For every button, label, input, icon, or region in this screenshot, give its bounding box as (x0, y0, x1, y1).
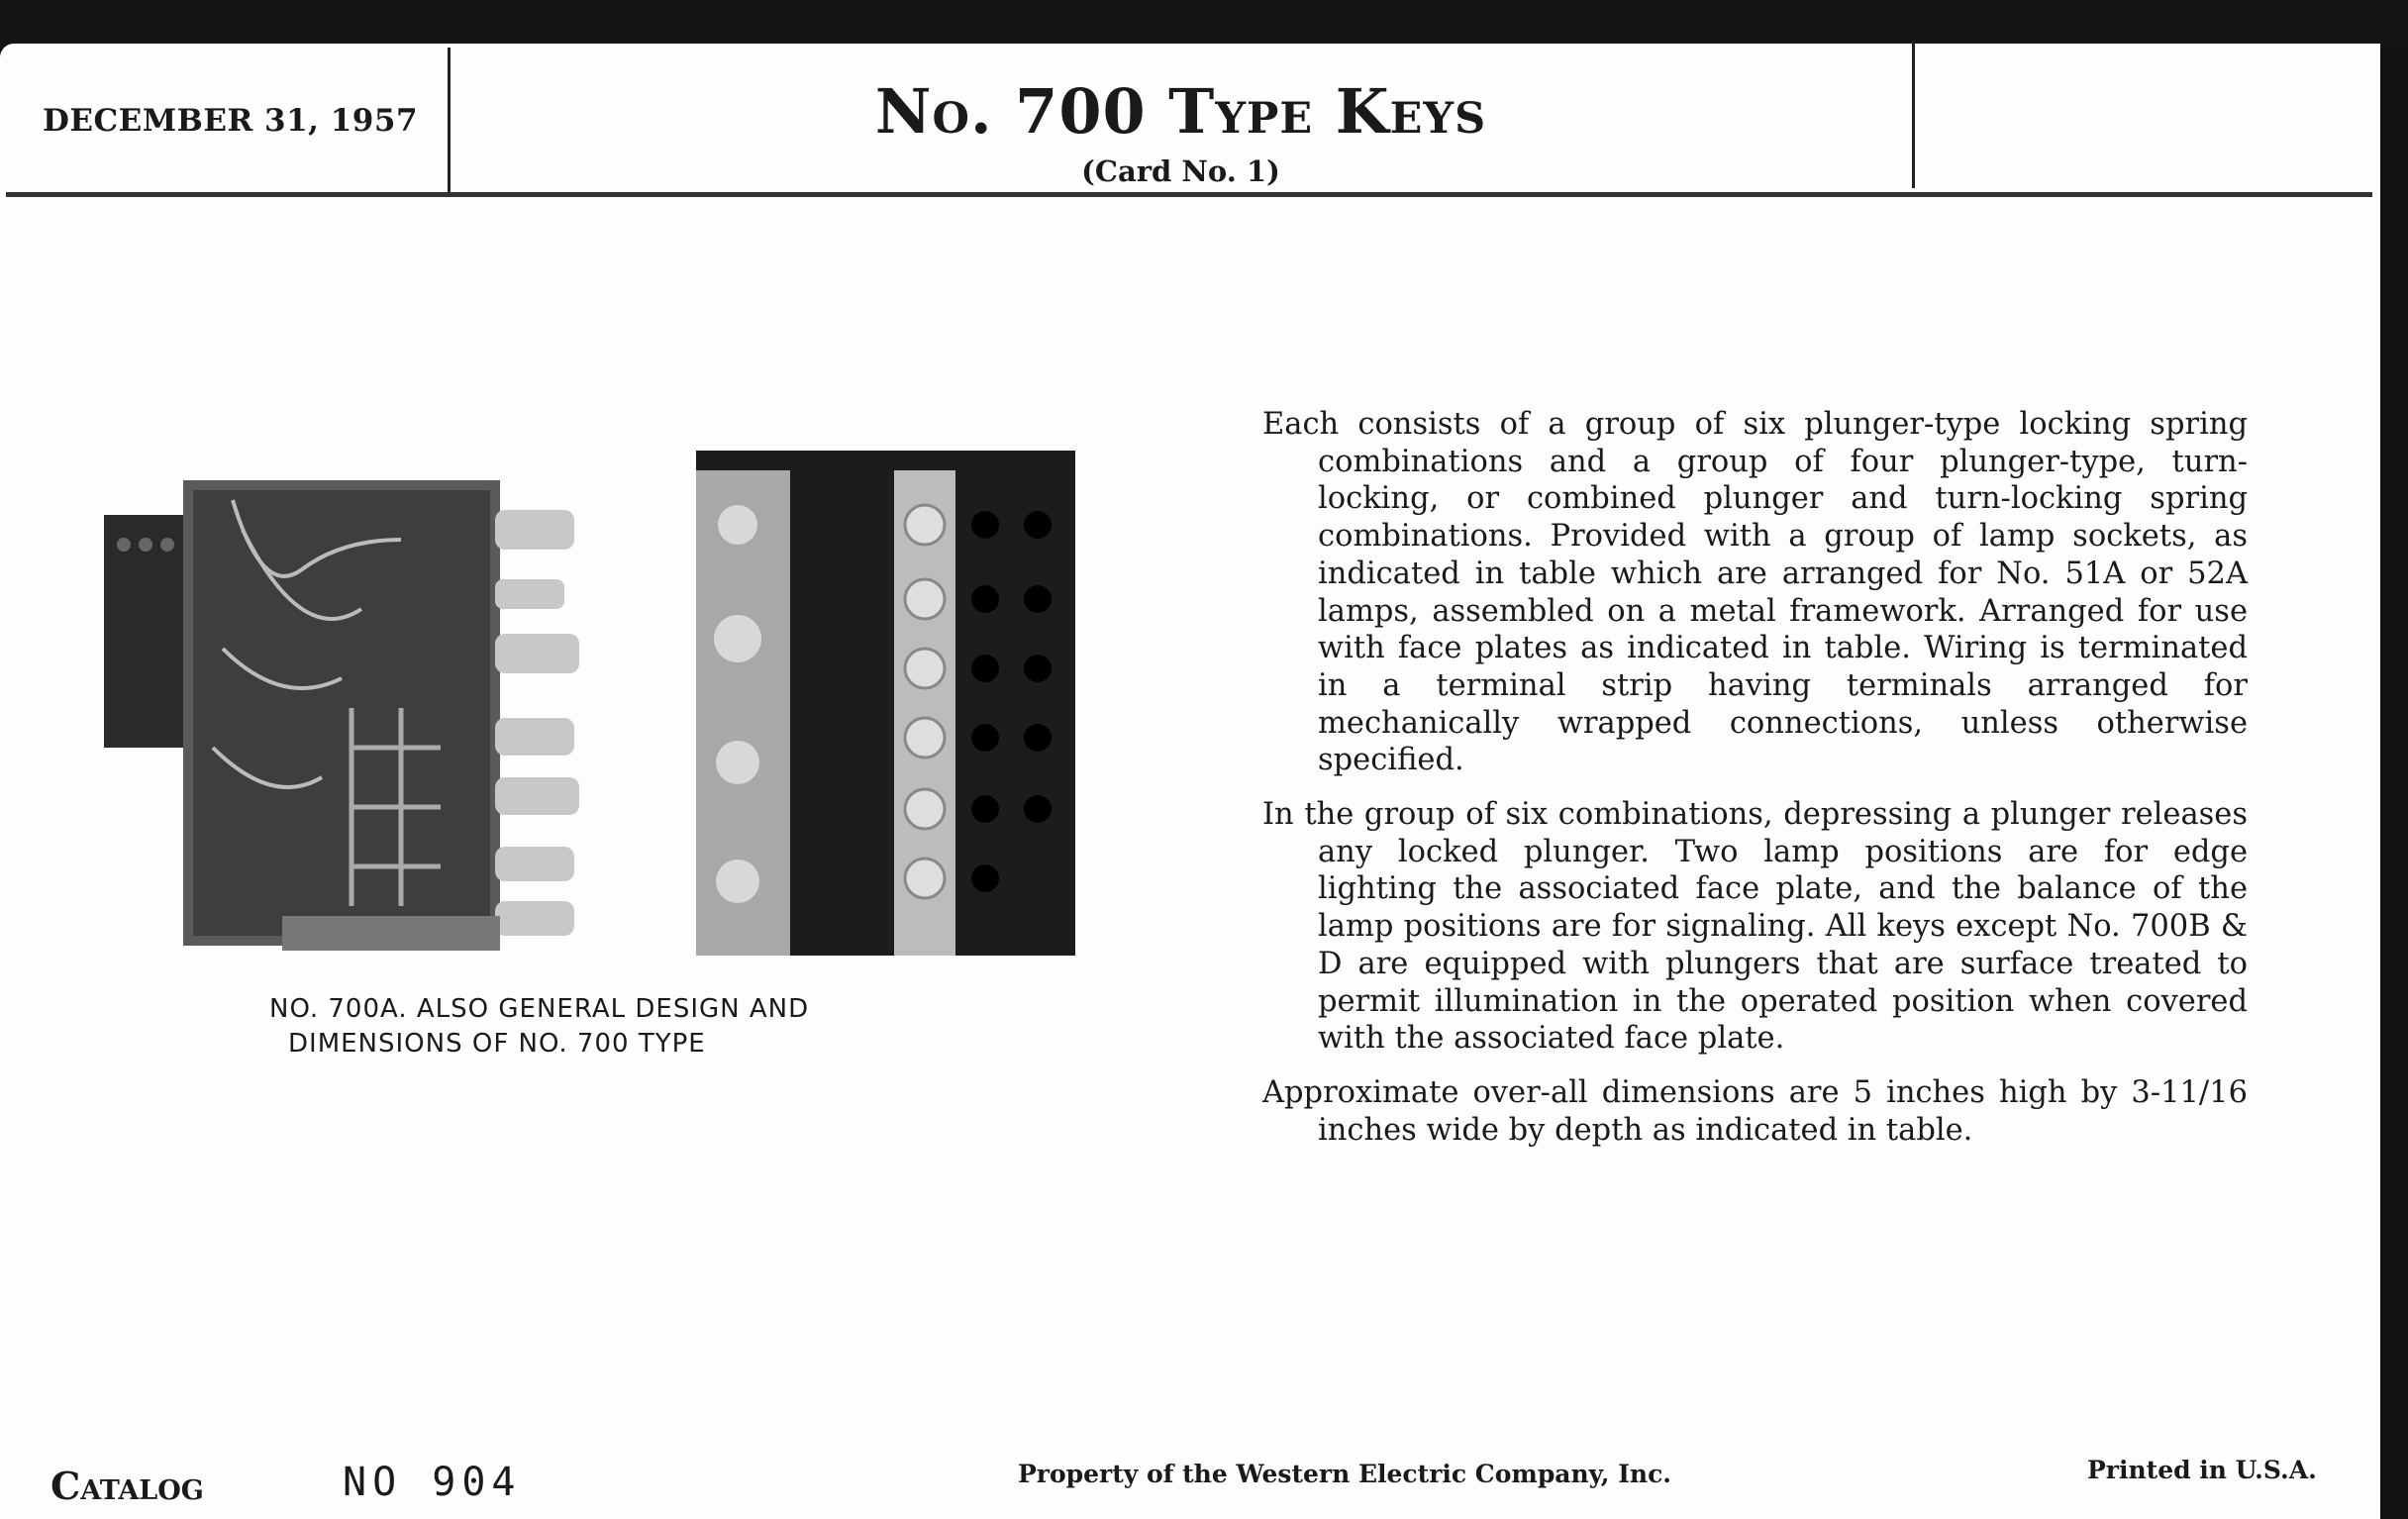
card-number: (Card No. 1) (1081, 154, 1280, 188)
description-text (1262, 406, 2248, 1165)
paragraph-dimensions: Approximate over-all dimensions are 5 inches high by 3-11/16 inches wide by depth as indicated in table. (1262, 1074, 2248, 1148)
caption-line: NO. 700A. ALSO GENERAL DESIGN AND (269, 994, 810, 1024)
paragraph-description: Each consists of a group of six plunger-type locking spring combinations and a group of four plunger-type, turn-locking, or combined plunger and turn-locking spring combinations. Provided with a group of lamp sockets, as indicated in table which are arranged for No. 51A or 52A lamps, assembled on a metal framework. Arranged for use with face plates as indicated in table. Wiring is terminated in a terminal strip having terminals arranged for mechanically wrapped connections, unless otherwise specified. (1262, 407, 2248, 778)
caption-line: DIMENSIONS OF NO. 700 TYPE (288, 1029, 706, 1059)
key-side-view-photo (104, 451, 591, 961)
paragraph-operation: In the group of six combinations, depressing a plunger releases any locked plunger. Two lamp positions are for edge lighting the associated face plate, and the balance of the lamp positions are for signaling. All keys except No. 700B & D are equipped with plungers that are surface treated to permit illumination in the operated position when covered with the associated face plate. (1262, 797, 2248, 1057)
page-title: No. 700 Type Keys (874, 75, 1487, 148)
catalog-label: Catalog (50, 1464, 204, 1508)
header-divider-right (1912, 42, 1915, 188)
catalog-number: NO 904 (343, 1460, 522, 1505)
card-date: DECEMBER 31, 1957 (43, 103, 419, 139)
scan-border (0, 0, 2408, 48)
figure-caption (269, 992, 809, 1062)
key-front-view-photo (696, 451, 1075, 956)
property-notice: Property of the Western Electric Company, Inc. (1018, 1460, 1672, 1488)
printed-notice: Printed in U.S.A. (2087, 1456, 2317, 1484)
header-rule (6, 192, 2372, 197)
